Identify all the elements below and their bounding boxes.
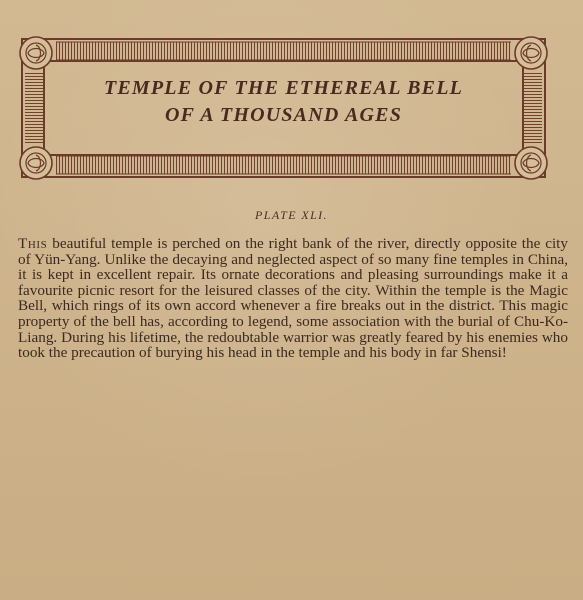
lattice-border-top <box>56 42 511 60</box>
corner-ornament-top-left <box>20 37 52 69</box>
page-title <box>64 75 503 129</box>
title-line-2: OF A THOUSAND AGES <box>164 104 403 126</box>
title-line-1: TEMPLE OF THE ETHEREAL BELL <box>103 77 464 99</box>
lattice-border-left <box>25 73 43 143</box>
corner-ornament-top-right <box>515 37 547 69</box>
lattice-border-bottom <box>56 156 511 174</box>
lattice-border-right <box>524 73 542 143</box>
description-paragraph <box>18 236 568 361</box>
description-text <box>18 236 568 361</box>
corner-ornament-bottom-left <box>20 147 52 179</box>
paragraph-text: beautiful temple is perched on the right bank of the river, directly opposite the city of Yün-Yang. Unlike the decaying and neglected aspect of so many fine temples in China, it is kept in excellent repair. Its ornate decorations and pleasing surroundings make it a favourite picnic resort for the leisured classes of the city. Within the temple is the Magic Bell, which rings of its own accord whenever a fire breaks out in the district. This magic property of the bell has, according to legend, some association with the burial of Chu-Ko-Liang. During his lifetime, the redoubtable warrior was greatly feared by his enemies who took the precaution of burying his head in the temple and his body in far Shensi! <box>18 235 568 362</box>
corner-ornament-bottom-right <box>515 147 547 179</box>
paragraph-first-word: This <box>18 235 48 252</box>
plate-label: PLATE XLI. <box>255 208 328 222</box>
title-frame <box>16 33 551 183</box>
